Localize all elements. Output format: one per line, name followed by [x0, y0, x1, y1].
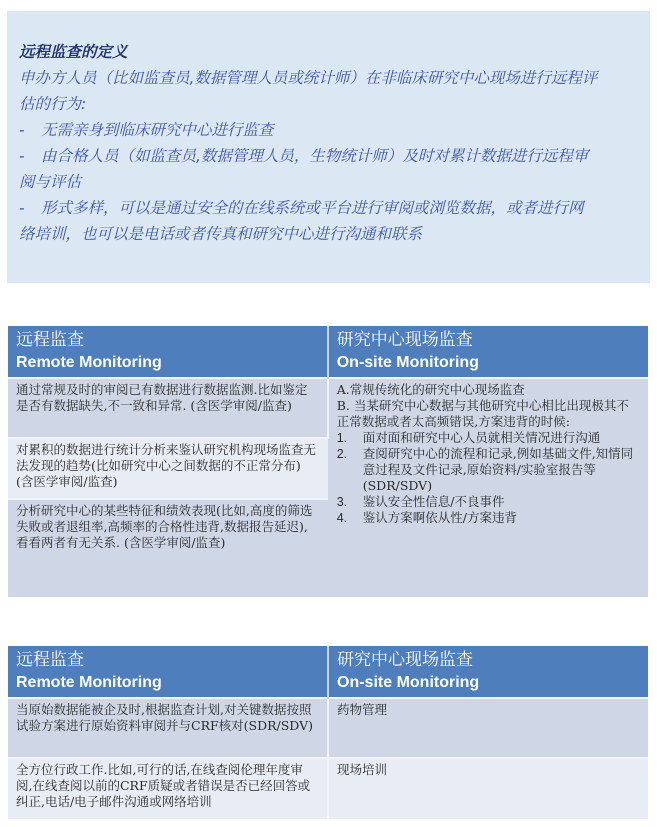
list-text: 鉴认安全性信息/不良事件	[362, 494, 505, 509]
onsite-item-a: A.常规传统化的研究中心现场监查	[336, 382, 525, 397]
bullet-dash: -	[19, 199, 25, 217]
definition-bullet-2	[19, 143, 640, 169]
definition-intro-line1: 申办方人员（比如监查员,数据管理人员或统计师）在非临床研究中心现场进行远程评	[19, 69, 598, 87]
header-onsite-cn: 研究中心现场监查	[336, 330, 473, 350]
definition-box	[7, 11, 650, 283]
definition-intro-line2: 估的行为:	[19, 95, 87, 113]
table-row	[8, 758, 648, 819]
table-header	[8, 646, 648, 698]
bullet-text: 形式多样，可以是通过安全的在线系统或平台进行审阅或浏览数据，或者进行网	[41, 199, 584, 217]
onsite-cell: 现场培训	[328, 758, 648, 819]
header-onsite	[328, 326, 648, 378]
header-onsite-en: On-site Monitoring	[336, 354, 479, 371]
onsite-item-b: B. 当某研究中心数据与其他研究中心相比出现极其不正常数据或者太高频错误,方案违背的时候:	[336, 398, 629, 429]
list-number: 2.	[336, 447, 348, 461]
remote-cell: 全方位行政工作.比如,可行的话,在线查阅伦理年度审阅,在线查阅以前的CRF质疑或者错误是否已经回答或纠正,电话/电子邮件沟通或网络培训	[8, 758, 328, 819]
header-remote-cn: 远程监查	[16, 330, 84, 350]
header-remote	[8, 326, 328, 378]
header-remote-cn: 远程监查	[16, 650, 84, 670]
list-number: 4.	[336, 511, 348, 525]
definition-title: 远程监查的定义	[19, 43, 128, 61]
table-row	[8, 698, 648, 758]
remote-cell: 对累积的数据进行统计分析来鉴认研究机构现场监查无法发现的趋势(比如研究中心之间数据的不正常分布) (含医学审阅/监查)	[8, 438, 328, 499]
header-onsite	[328, 646, 648, 698]
remote-cell: 当原始数据能被企及时,根据监查计划,对关键数据按照试验方案进行原始资料审阅并与CRF核对(SDR/SDV)	[8, 698, 328, 758]
header-remote-en: Remote Monitoring	[16, 354, 162, 371]
onsite-cell: 药物管理	[328, 698, 648, 758]
comparison-table-2	[8, 646, 648, 819]
list-text: 面对面和研究中心人员就相关情况进行沟通	[362, 430, 601, 445]
header-onsite-en: On-site Monitoring	[337, 674, 480, 691]
header-remote	[8, 646, 328, 698]
bullet-text: 由合格人员（如监查员,数据管理人员，生物统计师）及时对累计数据进行远程审	[41, 147, 589, 165]
onsite-list-item	[337, 494, 640, 510]
list-text: 查阅研究中心的流程和记录,例如基础文件,知情同意过程及文件记录,原始资料/实验室报告等 (SDR/SDV)	[362, 446, 634, 493]
comparison-table-1	[8, 326, 648, 597]
definition-bullet-3	[19, 195, 640, 221]
definition-bullet-2-cont: 阅与评估	[19, 173, 82, 191]
bullet-text: 无需亲身到临床研究中心进行监查	[41, 121, 274, 139]
onsite-cell	[328, 378, 648, 597]
table-row	[8, 378, 648, 438]
list-text: 鉴认方案啊依从性/方案违背	[362, 510, 517, 525]
list-number: 1.	[336, 431, 348, 445]
header-onsite-cn: 研究中心现场监查	[337, 650, 473, 670]
remote-cell: 分析研究中心的某些特征和绩效表现(比如,高度的筛选失败或者退组率,高频率的合格性违背,数据报告延迟),看看两者有无关系. (含医学审阅/监查)	[8, 499, 328, 597]
list-number: 3.	[336, 495, 348, 509]
header-remote-en: Remote Monitoring	[16, 674, 162, 691]
onsite-list-item	[337, 510, 640, 526]
bullet-dash: -	[19, 121, 25, 139]
onsite-list-item	[337, 446, 640, 494]
onsite-list-item	[337, 430, 640, 446]
remote-cell: 通过常规及时的审阅已有数据进行数据监测.比如鉴定是否有数据缺失,不一致和异常. (含医学审阅/监查)	[8, 378, 328, 438]
bullet-dash: -	[19, 147, 25, 165]
definition-bullet-3-cont: 络培训，也可以是电话或者传真和研究中心进行沟通和联系	[19, 225, 423, 243]
definition-bullet-1	[19, 117, 640, 143]
table-header	[8, 326, 648, 378]
